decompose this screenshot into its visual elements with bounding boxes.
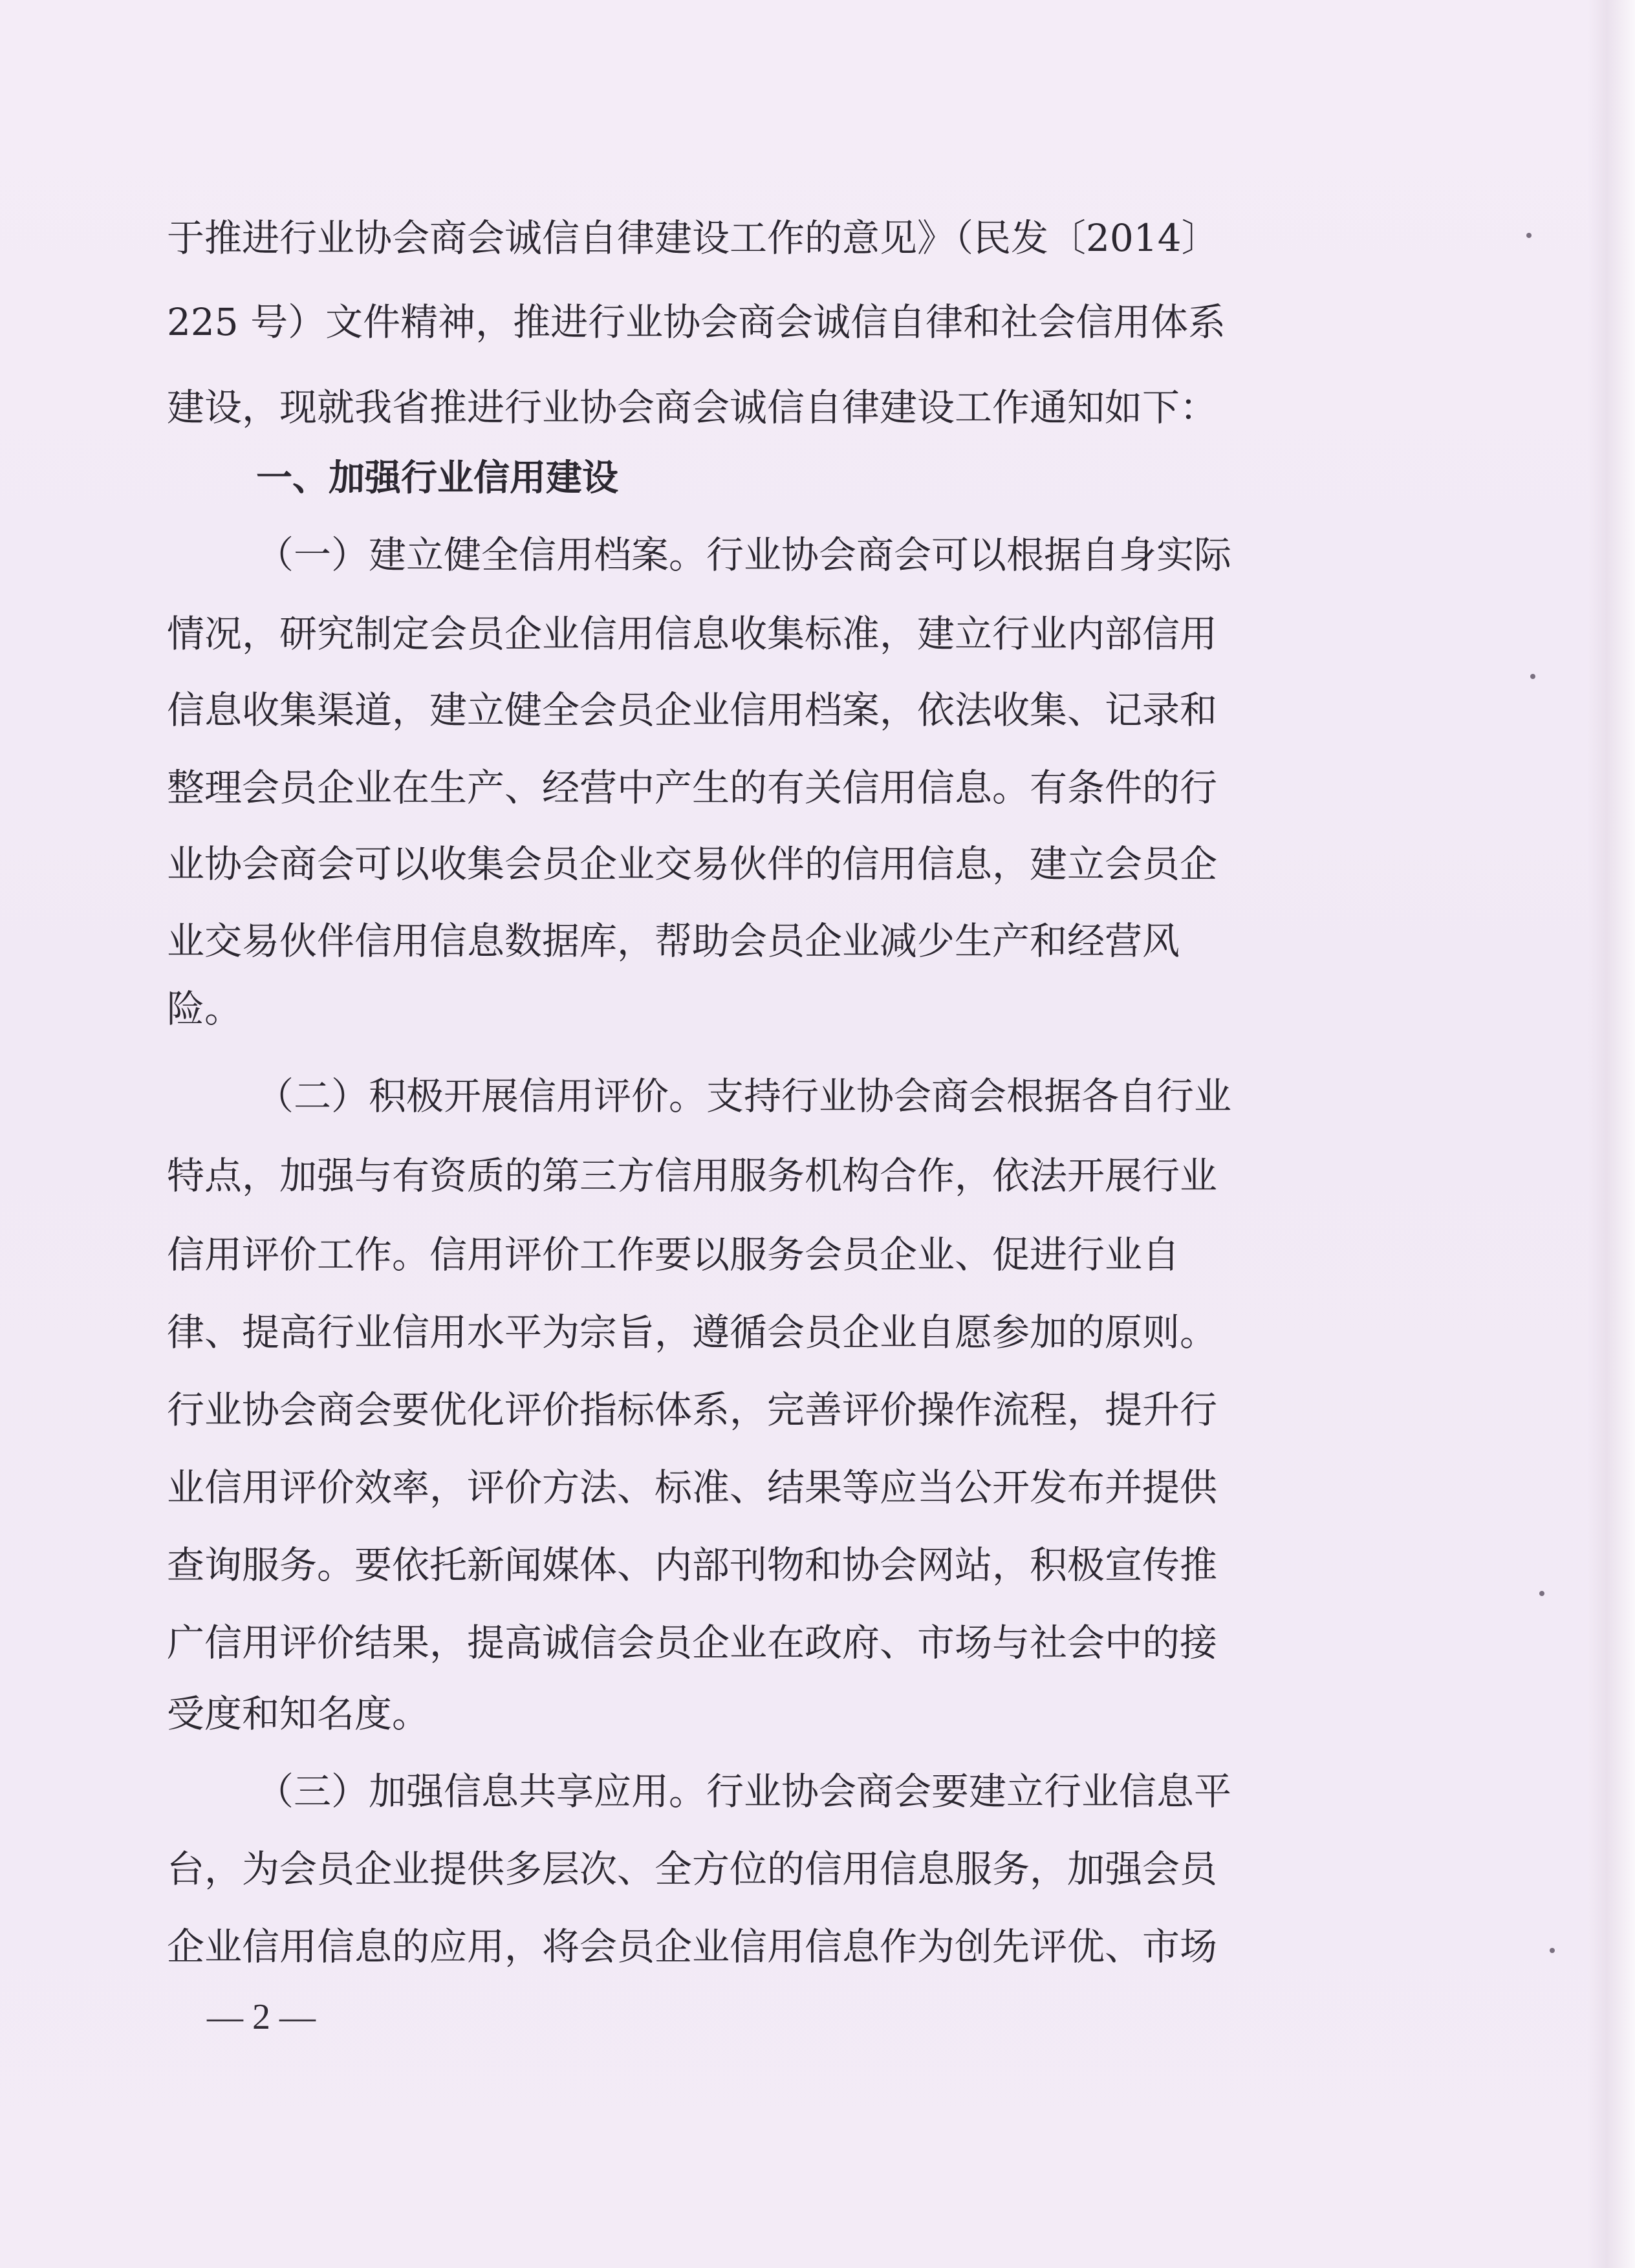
text-line: 行业协会商会要优化评价指标体系，完善评价操作流程，提升行 xyxy=(167,1388,1218,1432)
text-line: 企业信用信息的应用，将会员企业信用信息作为创先评优、市场 xyxy=(167,1925,1218,1969)
text-line: 整理会员企业在生产、经营中产生的有关信用信息。有条件的行 xyxy=(167,766,1218,810)
text-line: 台，为会员企业提供多层次、全方位的信用信息服务，加强会员 xyxy=(167,1847,1218,1891)
text-line: 险。 xyxy=(167,987,243,1031)
page-number: — 2 — xyxy=(207,1997,316,2037)
text-line: 广信用评价结果，提高诚信会员企业在政府、市场与社会中的接 xyxy=(167,1621,1218,1665)
scan-speck xyxy=(1526,233,1532,238)
scan-speck xyxy=(1539,1591,1544,1596)
text-line: 225 号）文件精神，推进行业协会商会诚信自律和社会信用体系 xyxy=(167,300,1226,344)
scan-speck xyxy=(1550,1948,1555,1953)
text-line: 建设，现就我省推进行业协会商会诚信自律建设工作通知如下： xyxy=(167,385,1218,429)
text-line: 查询服务。要依托新闻媒体、内部刊物和协会网站，积极宣传推 xyxy=(167,1543,1218,1587)
text-line: （二）积极开展信用评价。支持行业协会商会根据各自行业 xyxy=(256,1074,1232,1118)
text-line: 律、提高行业信用水平为宗旨，遵循会员企业自愿参加的原则。 xyxy=(167,1310,1218,1354)
text-line: 业协会商会可以收集会员企业交易伙伴的信用信息，建立会员企 xyxy=(167,842,1218,886)
scan-speck xyxy=(1530,674,1535,679)
text-line: 情况，研究制定会员企业信用信息收集标准，建立行业内部信用 xyxy=(167,612,1218,656)
text-line: （三）加强信息共享应用。行业协会商会要建立行业信息平 xyxy=(256,1769,1232,1813)
text-line: 信息收集渠道，建立健全会员企业信用档案，依法收集、记录和 xyxy=(167,688,1218,732)
paper-edge xyxy=(1588,0,1635,2268)
text-line: 信用评价工作。信用评价工作要以服务会员企业、促进行业自 xyxy=(167,1233,1180,1277)
text-line: 于推进行业协会商会诚信自律建设工作的意见》（民发〔2014〕 xyxy=(167,216,1219,260)
text-line: （一）建立健全信用档案。行业协会商会可以根据自身实际 xyxy=(256,533,1232,577)
text-line: 受度和知名度。 xyxy=(167,1692,430,1736)
text-line: 业信用评价效率，评价方法、标准、结果等应当公开发布并提供 xyxy=(167,1465,1218,1509)
text-line: 特点，加强与有资质的第三方信用服务机构合作，依法开展行业 xyxy=(167,1154,1218,1198)
section-heading: 一、加强行业信用建设 xyxy=(256,457,618,499)
text-line: 业交易伙伴信用信息数据库，帮助会员企业减少生产和经营风 xyxy=(167,919,1180,963)
